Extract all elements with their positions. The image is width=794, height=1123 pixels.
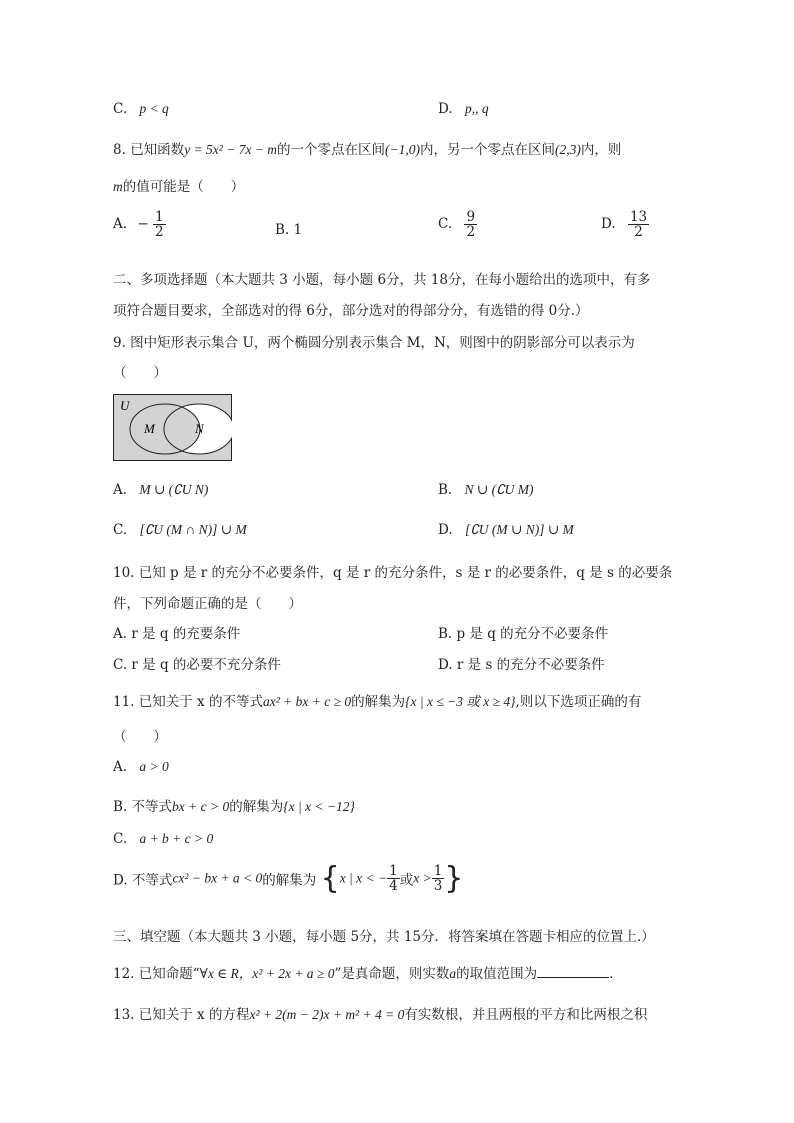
q9-option-a: A. M ∪ (∁U N) (113, 482, 209, 498)
q11-stem-line1: 11. 已知关于 x 的不等式ax² + bx + c ≥ 0的解集为{x | x ≤ −3 或 x ≥ 4},则以下选项正确的有 (113, 694, 642, 710)
q8-stem-line1: 8. 已知函数y = 5x² − 7x − m的一个零点在区间(−1,0)内，另一个零点在区间(2,3)内，则 (113, 142, 622, 158)
q10-option-d: D. r 是 s 的充分不必要条件 (438, 657, 605, 673)
q13-stem: 13. 已知关于 x 的方程x² + 2(m − 2)x + m² + 4 = 0有实数根，并且两根的平方和比两根之积 (113, 1007, 648, 1023)
q8-function: y = 5x² − 7x − m (184, 142, 278, 157)
q8-option-c: C. $\frac{9}{2}$ (438, 209, 476, 241)
q11-option-a: A. a > 0 (113, 759, 169, 775)
q10-option-a: A. r 是 q 的充要条件 (113, 626, 241, 642)
q8-option-b: B. 1 (275, 222, 303, 238)
q11-d-fraction-2: $\frac{1}{3}$ (433, 862, 443, 894)
q9-option-b: B. N ∪ (∁U M) (438, 482, 534, 498)
q7-option-c-math: p < q (139, 101, 169, 116)
q10-stem-line1: 10. 已知 p 是 r 的充分不必要条件，q 是 r 的充分条件，s 是 r 的必要条件，q 是 s 的必要条 (113, 565, 673, 581)
q11-stem-line2: （ ） (113, 729, 167, 745)
q11-d-fraction-1: $\frac{1}{4}$ (389, 862, 398, 894)
q12-answer-blank[interactable] (537, 963, 609, 978)
q9-stem-line2: （ ） (113, 365, 167, 381)
venn-label-m: M (144, 421, 155, 436)
q12-stem: 12. 已知命题“∀x ∈ R，x² + 2x + a ≥ 0”是真命题，则实数a的取值范围为 . (113, 962, 613, 982)
q8-option-d-fraction: $\frac{13}{2}$ (629, 209, 648, 241)
venn-label-u: U (120, 398, 130, 413)
q8-interval-1: (−1,0) (385, 142, 421, 157)
q10-stem-line2: 件，下列命题正确的是（ ） (113, 596, 302, 612)
q9-stem-line1: 9. 图中矩形表示集合 U，两个椭圆分别表示集合 M，N，则图中的阴影部分可以表示为 (113, 335, 635, 351)
q9-option-d: D. [∁U (M ∪ N)] ∪ M (438, 522, 574, 538)
section2-heading-line1: 二、多项选择题（本大题共 3 小题，每小题 6分，共 18分，在每小题给出的选项中，有多 (113, 272, 651, 288)
q7-option-d-math: p,, q (464, 101, 489, 116)
q10-option-b: B. p 是 q 的充分不必要条件 (438, 626, 609, 642)
q10-option-c: C. r 是 q 的必要不充分条件 (113, 657, 281, 673)
q8-option-c-fraction: $\frac{9}{2}$ (466, 209, 476, 241)
venn-diagram (113, 394, 232, 461)
q8-stem-line2: m的值可能是（ ） (113, 179, 245, 195)
q8-interval-2: (2,3) (555, 142, 581, 157)
q11-option-c: C. a + b + c > 0 (113, 831, 214, 847)
q9-option-c: C. [∁U (M ∩ N)] ∪ M (113, 522, 247, 538)
q8-option-a: A. − $\frac{1}{2}$ (113, 209, 164, 241)
q11-option-d: D. 不等式cx² − bx + a < 0的解集为 {x | x < − $\frac{1}{4}$ 或x > $\frac{1}{3}$ } (113, 861, 464, 896)
q7-option-d: D. p,, q (438, 101, 489, 117)
q11-option-b: B. 不等式bx + c > 0的解集为{x | x < −12} (113, 799, 355, 815)
section3-heading: 三、填空题（本大题共 3 小题，每小题 5分，共 15分．将答案填在答题卡相应的位置上.） (113, 929, 655, 945)
q8-option-a-fraction: $\frac{1}{2}$ (154, 209, 164, 241)
section2-heading-line2: 项符合题目要求，全部选对的得 6分，部分选对的得部分分，有选错的得 0分.） (113, 303, 589, 319)
venn-label-n: N (195, 421, 204, 436)
q7-option-c: C. p < q (113, 101, 169, 117)
q8-option-d: D. $\frac{13}{2}$ (601, 209, 648, 241)
